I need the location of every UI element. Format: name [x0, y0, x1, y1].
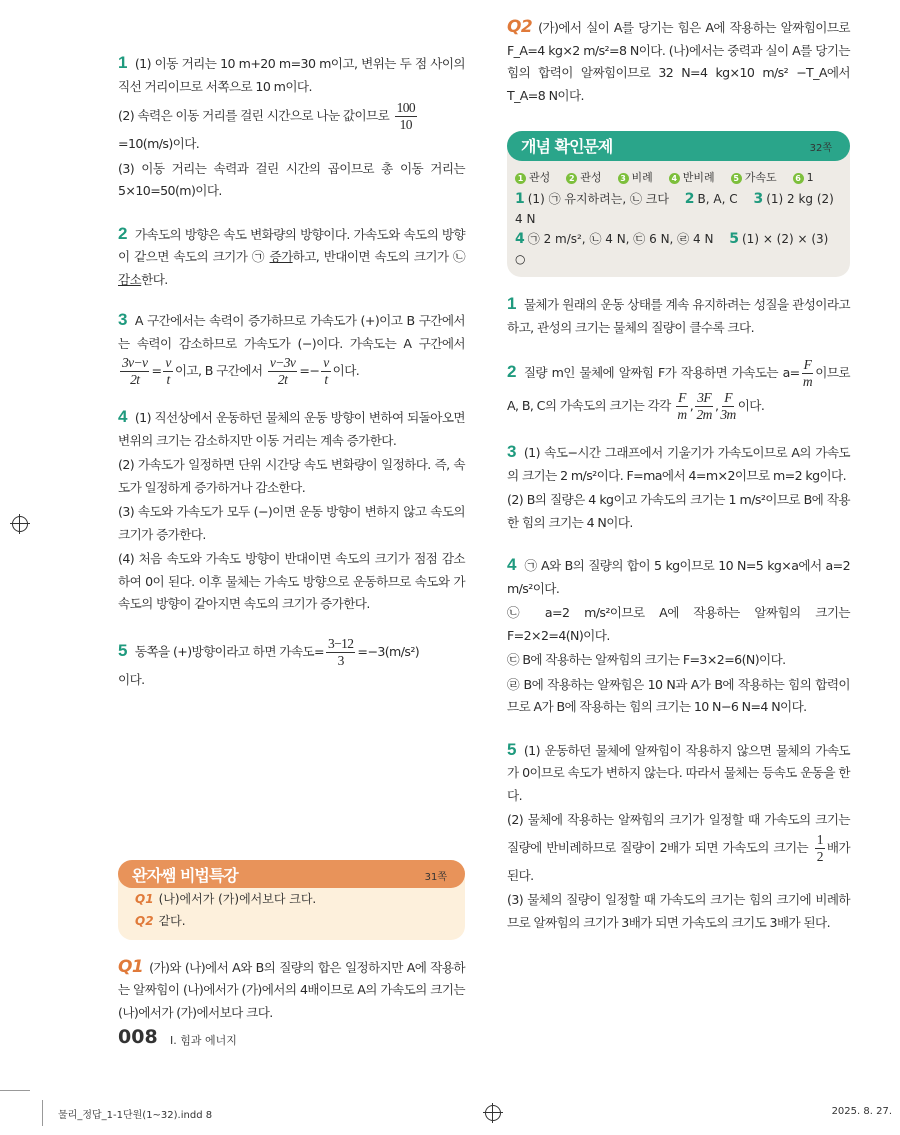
special-title: 완자쌤 비법특강 — [132, 865, 238, 885]
concept-title: 개념 확인문제 — [521, 137, 613, 156]
concept-answer-1: 1 물체가 원래의 운동 상태를 계속 유지하려는 성질을 관성이라고 하고, 관성의 크기는 물체의 질량이 클수록 크다. — [507, 294, 850, 335]
special-box — [118, 860, 465, 940]
fraction: $\frac{1}{2}$ — [816, 831, 823, 864]
special-page: 31쪽 — [424, 871, 447, 883]
chapter-label: Ⅰ. 힘과 에너지 — [170, 1034, 237, 1047]
concept-answers-row1: 1 (1) ㉠ 유지하려는, ㉡ 크다 2 B, A, C 3 (1) 2 kg (2) 4 N — [515, 191, 834, 226]
concept-header — [507, 131, 850, 161]
answer-1: 1 (1) 이동 거리는 10 m+20 m=30 m이고, 변위는 두 점 사이의 직선 거리이므로 서쪽으로 10 m이다. (2) 속력은 이동 거리를 걸린 시간으로 나눈 값이므로 $\frac{100}{10}$ =10(m/s)이다. (3) 이동 거리는 속력과 걸린 시간의 곱이므로 총 이동 거리는 5×10=50(m)이다. — [118, 53, 465, 198]
concept-chips: 1 관성 2 관성 3 비례 4 반비례 5 가속도 6 1 — [507, 161, 850, 189]
concept-answer-4: 4 ㉠ A와 B의 질량의 합이 5 kg이므로 10 N=5 kg×a에서 a=2 m/s²이다. ㉡ a=2 m/s²이므로 A에 작용하는 알짜힘의 크기는 F=2×2=4(N)이다. ㉢ B에 작용하는 알짜힘의 크기는 F=3×2=6(N)이다. ㉣ B에 작용하는 알짜힘은 10 N과 A가 B에 작용하는 힘의 합력이므로 A가 B에 작용하는 힘의 크기는 10 N−6 N=4 N이다. — [507, 555, 850, 714]
answer-3: 3 A 구간에서는 속력이 증가하므로 가속도가 (+)이고 B 구간에서는 속력이 감소하므로 가속도가 (−)이다. 가속도는 A 구간에서 $\frac{3v-v}{2t}$ = $\frac{v}{t}$ 이고, B 구간에서 $\frac{v-3v}{2t}$ =− $\frac{v}{t}$ 이다. — [118, 310, 465, 387]
answer-4: 4 (1) 직선상에서 운동하던 물체의 운동 방향이 변하여 되돌아오면 변위의 크기는 감소하지만 이동 거리는 계속 증가한다. (2) 가속도가 일정하면 단위 시간당 속도 변화량이 일정하다. 즉, 속도가 일정하게 증가하거나 감소한다. (3) 속도와 가속도가 모두 (−)이면 운동 방향이 변하지 않고 속도의 크기가 증가한다. (4) 처음 속도와 가속도 방향이 반대이면 속도의 크기가 점점 감소하여 0이 된다. 이후 물체는 가속도 방향으로 운동하므로 속도와 가속도의 방향이 같아지면 속도의 크기가 증가한다. — [118, 407, 465, 611]
page-number: 008 — [118, 1026, 158, 1048]
fraction: $\frac{v}{t}$ — [323, 355, 329, 387]
crop-mark — [42, 1100, 43, 1126]
concept-answer-5: 5 (1) 운동하던 물체에 알짜힘이 작용하지 않으면 물체의 가속도가 0이므로 속도가 변하지 않는다. 따라서 물체는 등속도 운동을 한다. (2) 물체에 작용하는 알짜힘의 크기가 일정할 때 가속도의 크기는 질량에 반비례하므로 질량이 2배가 되면 가속도의 크기는 $\frac{1}{2}$ 배가 된다. (3) 물체의 질량이 일정할 때 가속도의 크기는 힘의 크기에 비례하므로 알짜힘의 크기가 3배가 되면 가속도의 크기도 3배가 된다. — [507, 739, 850, 930]
concept-answers-row2: 4 ㉠ 2 m/s², ㉡ 4 N, ㉢ 6 N, ㉣ 4 N 5 (1) × (2) × (3) ○ — [515, 231, 829, 266]
concept-page: 32쪽 — [809, 143, 832, 154]
special-q1: Q1 (나)에서가 (가)에서보다 크다. — [135, 891, 317, 906]
fraction: $\frac{v}{t}$ — [165, 355, 171, 387]
date-slug: 2025. 8. 27. — [831, 1106, 892, 1117]
fraction: $\frac{3F}{2m}$ — [696, 390, 712, 422]
fraction: $\frac{3v-v}{2t}$ — [122, 355, 148, 387]
left-column — [118, 52, 465, 1024]
registration-mark-icon — [485, 1105, 501, 1121]
concept-answer-2: 2 질량 m인 물체에 알짜힘 F가 작용하면 가속도는 a= $\frac{F}{m}$ 이므로 A, B, C의 가속도의 크기는 각각 $\frac{F}{m}$ , $\frac{3F}{2m}$ , $\frac{F}{3m}$ 이다. — [507, 357, 850, 422]
registration-mark-icon — [12, 516, 28, 532]
fraction: $\frac{F}{m}$ — [802, 357, 813, 389]
fraction: $\frac{F}{3m}$ — [720, 390, 736, 422]
answer-5: 5 동쪽을 (+)방향이라고 하면 가속도= $\frac{3-12}{3}$ =−3(m/s²) 이다. — [118, 635, 420, 687]
concept-answer-3: 3 (1) 속도−시간 그래프에서 기울기가 가속도이므로 A의 가속도의 크기는 2 m/s²이다. F=ma에서 4=m×2이므로 m=2 kg이다. (2) B의 질량은 4 kg이고 가속도의 크기는 1 m/s²이므로 B에 작용한 힘의 크기는 4 N이다. — [507, 442, 850, 530]
q2-explanation: Q2 (가)에서 실이 A를 당기는 힘은 A에 작용하는 알짜힘이므로 F_A=4 kg×2 m/s²=8 N이다. (나)에서는 중력과 실이 A를 당기는 힘의 합력이 알짜힘이므로 32 N=4 kg×10 m/s² −T_A에서 T_A=8 N이다. — [507, 17, 850, 103]
fraction: $\frac{F}{m}$ — [677, 390, 687, 422]
fraction: $\frac{v-3v}{2t}$ — [269, 355, 296, 387]
special-header — [118, 860, 465, 888]
answer-2: 2 가속도의 방향은 속도 변화량의 방향이다. 가속도와 속도의 방향이 같으면 속도의 크기가 ㉠ 증가하고, 반대이면 속도의 크기가 ㉡ 감소한다. — [118, 223, 465, 287]
q1-explanation: Q1 (가)와 (나)에서 A와 B의 질량의 합은 일정하지만 A에 작용하는 알짜힘이 (나)에서가 (가)에서의 4배이므로 A의 가속도의 크기는 (나)에서가 (가)에서보다 크다. — [118, 956, 465, 1020]
fraction: $\frac{3-12}{3}$ — [327, 635, 354, 668]
file-slug: 물리_정답_1-1단원(1~32).indd 8 — [58, 1110, 213, 1121]
concept-box — [507, 131, 850, 277]
right-column — [507, 16, 850, 936]
fraction: $\frac{100}{10}$ — [396, 100, 416, 132]
special-q2: Q2 같다. — [135, 913, 186, 928]
crop-mark — [0, 1090, 30, 1091]
